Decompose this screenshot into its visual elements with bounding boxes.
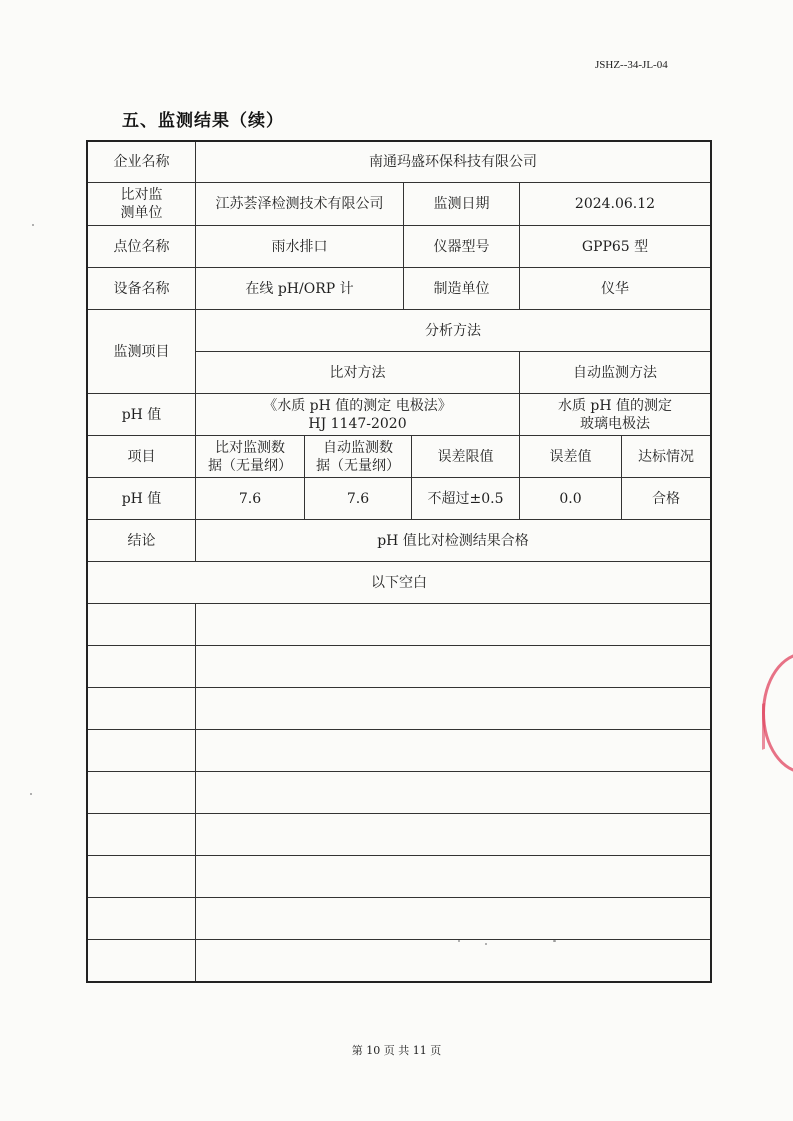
seal-mark	[762, 696, 783, 750]
label-instrument-model: 仪器型号	[433, 238, 490, 255]
blank-note: 以下空白	[371, 574, 427, 591]
header-error-limit: 误差限值	[437, 448, 494, 465]
row-divider	[88, 729, 710, 730]
label-monitor-date: 监测日期	[433, 196, 490, 212]
row-divider	[88, 771, 710, 772]
scan-speck	[553, 940, 556, 942]
value-company: 南通玛盛环保科技有限公司	[369, 154, 537, 170]
column-divider	[195, 603, 196, 981]
scan-speck	[458, 940, 460, 942]
label-conclusion: 结论	[127, 532, 156, 549]
header-item: 项目	[127, 448, 156, 465]
label-analysis-method: 分析方法	[425, 322, 481, 339]
result-compare-value: 7.6	[238, 490, 262, 507]
value-compare-unit: 江苏荟泽检测技术有限公司	[215, 196, 384, 212]
row-divider	[88, 645, 710, 646]
result-error-limit: 不超过±0.5	[427, 490, 504, 507]
result-auto-value: 7.6	[346, 490, 370, 507]
label-ph-item: pH 值	[121, 406, 162, 423]
row-divider	[88, 687, 710, 688]
label-device-name: 设备名称	[113, 280, 170, 297]
row-divider	[88, 603, 710, 604]
value-auto-method: 水质 pH 值的测定 玻璃电极法	[557, 397, 673, 432]
label-compare-unit: 比对监 测单位	[120, 187, 163, 221]
header-auto-data: 自动监测数 据（无量纲）	[316, 439, 400, 474]
label-compare-method: 比对方法	[329, 364, 386, 381]
value-instrument-model: GPP65 型	[581, 238, 649, 255]
page-footer: 第 10 页 共 11 页	[351, 1044, 442, 1057]
row-divider	[88, 897, 710, 898]
scan-speck	[485, 943, 487, 945]
results-table	[86, 140, 712, 983]
result-item: pH 值	[121, 490, 162, 507]
label-auto-method: 自动监测方法	[573, 364, 657, 381]
result-compliance: 合格	[652, 490, 680, 507]
scan-speck	[32, 224, 34, 226]
value-manufacturer: 仪华	[601, 280, 629, 297]
header-compare-data: 比对监测数 据（无量纲）	[208, 439, 292, 474]
value-conclusion: pH 值比对检测结果合格	[377, 532, 529, 549]
value-compare-method: 《水质 pH 值的测定 电极法》 HJ 1147-2020	[263, 397, 452, 432]
label-company: 企业名称	[113, 154, 170, 170]
value-device-name: 在线 pH/ORP 计	[245, 280, 354, 297]
label-monitor-item: 监测项目	[113, 343, 170, 360]
value-point-name: 雨水排口	[271, 238, 328, 255]
scan-speck	[30, 793, 32, 795]
section-title: 五、监测结果（续）	[122, 111, 284, 131]
row-divider	[88, 939, 710, 940]
label-manufacturer: 制造单位	[433, 280, 490, 297]
header-error-value: 误差值	[549, 448, 592, 465]
document-code: JSHZ--34-JL-04	[595, 59, 668, 71]
row-divider	[88, 855, 710, 856]
header-compliance: 达标情况	[638, 448, 694, 465]
value-monitor-date: 2024.06.12	[574, 196, 656, 212]
row-divider	[88, 813, 710, 814]
label-point-name: 点位名称	[113, 238, 170, 255]
result-error-value: 0.0	[559, 490, 582, 507]
